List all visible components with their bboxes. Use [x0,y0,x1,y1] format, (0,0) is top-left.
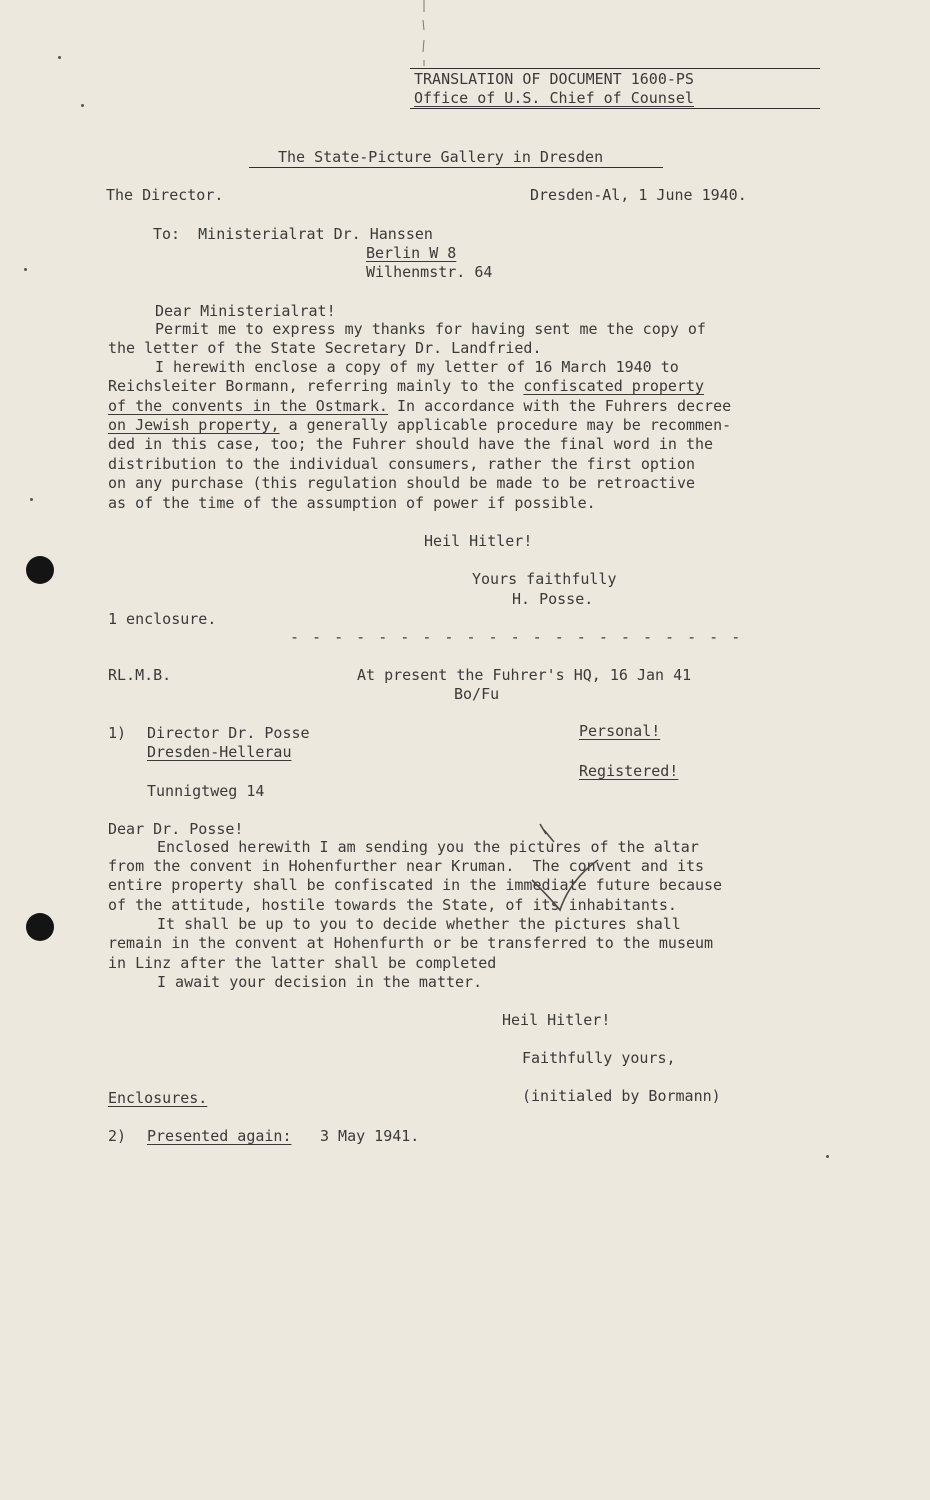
body-2-line-6: remain in the convent at Hohenfurth or be transferred to the museum [108,934,714,952]
body-1-line-9: on any purchase (this regulation should be made to be retroactive [108,474,695,492]
body-2-line-2: from the convent in Hohenfurther near Kruman. The convent and its [108,857,705,875]
closing-1: Heil Hitler! [424,532,533,550]
institution-rule [249,167,663,168]
reference-code: RL.M.B. [108,666,172,684]
location-date-line: At present the Fuhrer's HQ, 16 Jan 41 [357,666,692,684]
body-2-line-7: in Linz after the latter shall be completed [108,954,497,972]
address-city: Berlin W 8 [366,244,457,262]
fold-mark [418,0,430,130]
body-2-line-8: I await your decision in the matter. [157,973,483,991]
underlined-confiscated-property: confiscated property [523,377,705,395]
underlined-convents-ostmark: of the convents in the Ostmark. [108,397,388,415]
closing-2: Heil Hitler! [502,1011,611,1029]
mark-registered: Registered! [579,762,679,780]
enclosures-2: Enclosures. [108,1089,208,1107]
signature-1: H. Posse. [512,590,594,608]
recipient-name: Director Dr. Posse [147,724,310,742]
body-1-line-10: as of the time of the assumption of power if possible. [108,494,596,512]
recipient-number: 1) [108,724,127,742]
body-2-line-4: of the attitude, hostile towards the State, of its inhabitants. [108,896,677,914]
sender-line: The Director. [106,186,224,204]
presented-label: Presented again: [147,1127,292,1145]
valediction-1: Yours faithfully [472,570,617,588]
body-1-line-8: distribution to the individual consumers, rather the first option [108,455,695,473]
enclosure-1: 1 enclosure. [108,610,217,628]
body-1-line-6 [108,416,731,435]
presented-number: 2) [108,1127,127,1145]
header-rule-top [410,68,820,69]
speck-mark [81,104,84,107]
speck-mark [58,56,61,59]
body-1-line-7: ded in this case, too; the Fuhrer should have the final word in the [108,435,714,453]
body-1-line-4-text: Reichsleiter Bormann, referring mainly to the [108,377,524,395]
to-line: To: Ministerialrat Dr. Hanssen [153,225,433,243]
initials-line: Bo/Fu [454,685,500,703]
underlined-jewish-property: on Jewish property, [108,416,280,434]
body-1-line-5 [108,397,731,416]
body-2-line-3: entire property shall be confiscated in the immediate future because [108,876,723,894]
header-rule-bottom [410,108,820,109]
place-date-line: Dresden-Al, 1 June 1940. [530,186,747,204]
signature-2: (initialed by Bormann) [522,1087,721,1105]
presented-date: 3 May 1941. [320,1127,420,1145]
body-1-line-5-text: In accordance with the Fuhrers decree [387,397,732,415]
mark-personal: Personal! [579,722,661,740]
hole-punch-top [26,556,54,584]
body-1-line-1: Permit me to express my thanks for having sent me the copy of [155,320,706,338]
address-street: Wilhenmstr. 64 [366,263,493,281]
speck-mark [24,268,27,271]
speck-mark [30,498,33,501]
hole-punch-bottom [26,913,54,941]
header-translation-line: TRANSLATION OF DOCUMENT 1600-PS [414,70,694,88]
body-1-line-3: I herewith enclose a copy of my letter of 16 March 1940 to [155,358,679,376]
valediction-2: Faithfully yours, [522,1049,676,1067]
salutation-1: Dear Ministerialrat! [155,302,336,320]
speck-mark [826,1155,829,1158]
body-1-line-6-text: a generally applicable procedure may be recommen- [279,416,732,434]
body-2-line-1: Enclosed herewith I am sending you the pictures of the altar [157,838,699,856]
body-2-line-5: It shall be up to you to decide whether the pictures shall [157,915,681,933]
body-1-line-4 [108,377,704,396]
recipient-street: Tunnigtweg 14 [147,782,265,800]
body-1-line-2: the letter of the State Secretary Dr. Landfried. [108,339,542,357]
salutation-2: Dear Dr. Posse! [108,820,244,838]
recipient-city: Dresden-Hellerau [147,743,292,761]
institution-title: The State-Picture Gallery in Dresden [278,148,604,166]
separator-dashes: - - - - - - - - - - - - - - - - - - - - - [290,628,743,646]
header-office-line: Office of U.S. Chief of Counsel [414,89,694,107]
